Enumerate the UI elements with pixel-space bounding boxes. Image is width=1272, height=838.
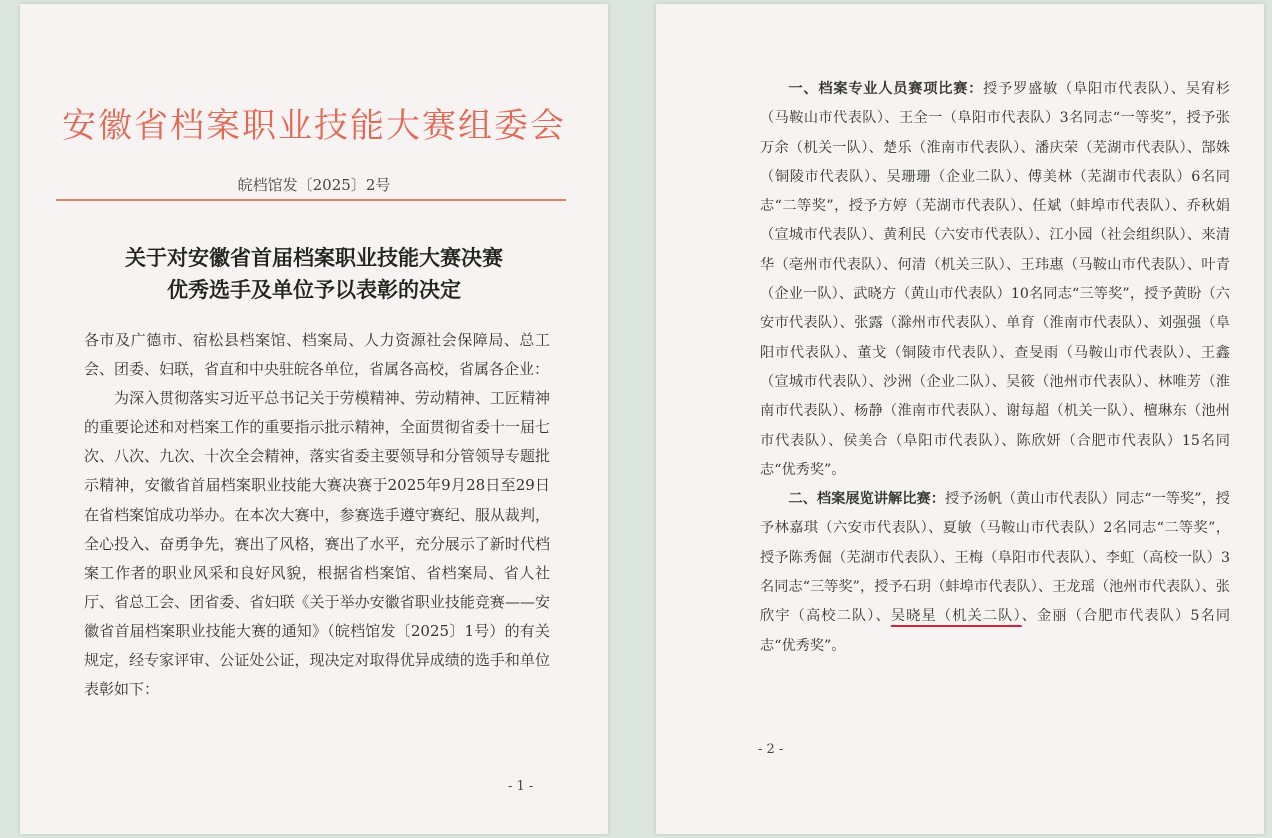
- document-title: [20, 242, 608, 306]
- section-1-heading: 一、档案专业人员赛项比赛：: [788, 81, 984, 97]
- document-page-2: [656, 4, 1264, 834]
- document-title-line-1: 关于对安徽省首届档案职业技能大赛决赛: [125, 245, 503, 270]
- page-number: - 2 -: [758, 742, 784, 757]
- section-2-text: 授予汤帆（黄山市代表队）同志“一等奖”，授予林嘉琪（六安市代表队）、夏敏（马鞍山市代表队）2名同志“二等奖”，授予陈秀倔（芜湖市代表队）、王梅（阜阳市代表队）、李虹（高校一队）3名同志“三等奖”，授予石玥（蚌埠市代表队）、王龙瑶（池州市代表队）、张欣宇（高校二队）、: [760, 491, 1230, 625]
- section-2-text-tail: 、金丽（合肥市代表队）5名同志“优秀奖”。: [760, 608, 1231, 654]
- section-2-heading: 二、档案展览讲解比赛：: [788, 491, 945, 508]
- red-header-rule: [56, 199, 566, 201]
- issuing-organization-title: 安徽省档案职业技能大赛组委会: [62, 106, 566, 146]
- document-number: 皖档馆发〔2025〕2号: [237, 176, 391, 194]
- document-body: [84, 326, 550, 704]
- document-page-1: [20, 4, 608, 834]
- section-1-text: 授予罗盛敏（阜阳市代表队）、吴宥杉（马鞍山市代表队）、王全一（阜阳市代表队）3名同志“一等奖”，授予张万余（机关一队）、楚乐（淮南市代表队）、潘庆荣（芜湖市代表队）、郜姝（铜陵市代表队）、吴珊珊（企业二队）、傅美林（芜湖市代表队）6名同志“二等奖”，授予方婷（芜湖市代表队）、任斌（蚌埠市代表队）、乔秋娟（宣城市代表队）、黄利民（六安市代表队）、江小园（社会组织队）、来清华（亳州市代表队）、何清（机关三队）、王玮惠（马鞍山市代表队）、叶青（企业一队）、武晓方（黄山市代表队）10名同志“三等奖”，授予黄盼（六安市代表队）、张露（滁州市代表队）、单育（淮南市代表队）、刘强强（阜阳市代表队）、董戈（铜陵市代表队）、查旻雨（马鞍山市代表队）、王鑫（宣城市代表队）、沙洲（企业二队）、吴筱（池州市代表队）、林唯芳（淮南市代表队）、杨静（淮南市代表队）、谢每超（机关一队）、檀琳东（池州市代表队）、侯美合（阜阳市代表队）、陈欣妍（合肥市代表队）15名同志“优秀奖”。: [760, 81, 1230, 478]
- section-1-paragraph: [760, 75, 1230, 485]
- body-paragraph: 为深入贯彻落实习近平总书记关于劳模精神、劳动精神、工匠精神的重要论述和对档案工作的重要指示批示精神，全面贯彻省委十一届七次、八次、九次、十次全会精神，落实省委主要领导和分管领导专题批示精神，安徽省首届档案职业技能大赛决赛于2025年9月28日至29日在省档案馆成功举办。在本次大赛中，参赛选手遵守赛纪、服从裁判，全心投入、奋勇争先，赛出了风格，赛出了水平，充分展示了新时代档案工作者的职业风采和良好风貌，根据省档案馆、省档案局、省人社厅、省总工会、团省委、省妇联《关于举办安徽省职业技能竞赛——安徽省首届档案职业技能大赛的通知》（皖档馆发〔2025〕1号）的有关规定，经专家评审、公证处公证，现决定对取得优异成绩的选手和单位表彰如下：: [84, 389, 550, 699]
- document-title-line-2: 优秀选手及单位予以表彰的决定: [167, 277, 461, 302]
- addressees-paragraph: 各市及广德市、宿松县档案馆、档案局、人力资源社会保障局、总工会、团委、妇联，省直和中央驻皖各单位，省属各高校，省属各企业：: [84, 331, 550, 379]
- section-2-paragraph: [760, 485, 1230, 661]
- highlighted-name: 吴晓星（机关二队）: [890, 608, 1022, 625]
- awards-list: [760, 75, 1230, 661]
- page-number: - 1 -: [508, 779, 534, 794]
